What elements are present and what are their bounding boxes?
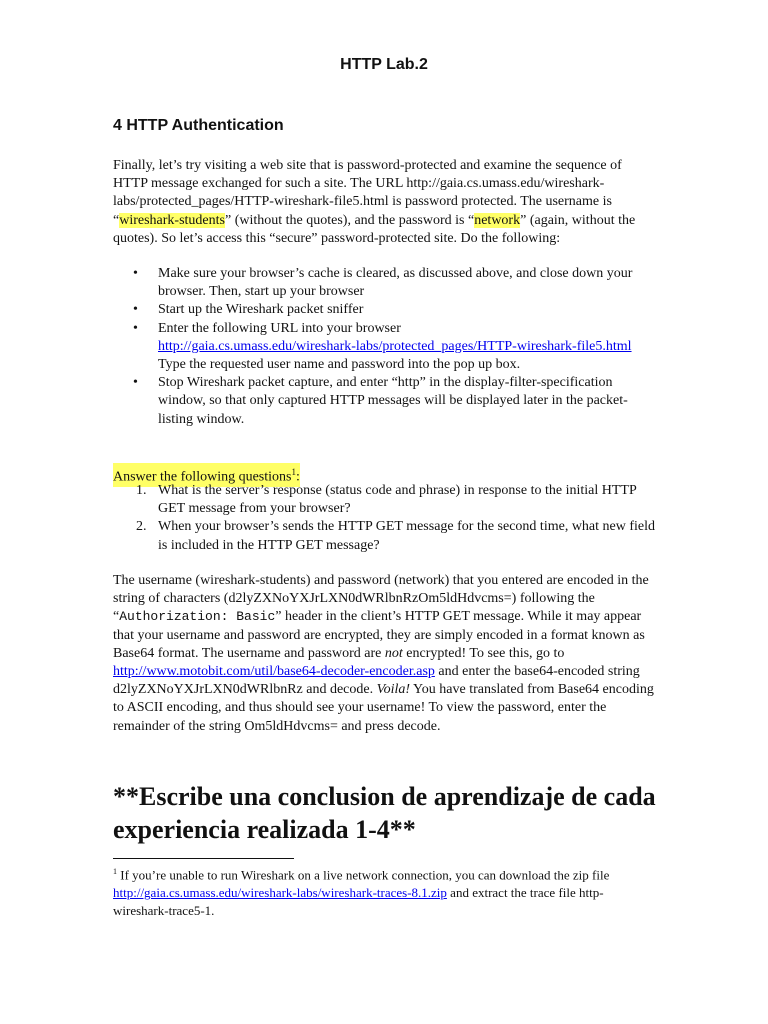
bullet-icon: • [133,302,138,318]
question-text: When your browser’s sends the HTTP GET message for the second time, what new field is included in the HTTP GET message? [158,519,656,553]
explain-text-4: and enter the base64-encoded string d2lyZXNoYXJrLXN0dWRlbnRz and decode. [113,664,640,698]
emphasis-not: not [384,645,403,661]
footnote-reference[interactable]: 1 [291,467,296,477]
intro-text-1: Finally, let’s try visiting a web site that is password-protected and examine the sequence of HTTP message exchanged for such a site. The URL http://gaia.cs.umass.edu/wireshark-labs/protected_pages/HTTP-wireshark-file5.html is password protected. The username is “ [113,158,622,228]
footnote-text-2: and extract the trace file http-wireshark-trace5-1. [113,885,604,919]
base64-decoder-link[interactable]: http://www.motobit.com/util/base64-decoder-encoder.asp [113,664,435,680]
list-item [113,374,658,429]
list-item [113,301,658,319]
intro-paragraph [113,157,658,248]
question-text: What is the server’s response (status code and phrase) in response to the initial HTTP GET message from your browser? [158,483,637,517]
emphasis-voila: Voila! [376,682,411,698]
step-text: Start up the Wireshark packet sniffer [158,302,364,318]
step-text-after: Type the requested user name and password into the pop up box. [158,357,521,373]
questions-label-end: : [295,469,300,485]
protected-page-link[interactable]: http://gaia.cs.umass.edu/wireshark-labs/protected_pages/HTTP-wireshark-file5.html [158,338,632,354]
explanation-paragraph [113,572,658,736]
list-item [113,518,658,554]
footnote-text-1: If you’re unable to run Wireshark on a live network connection, you can download the zip file [117,867,610,883]
bullet-icon: • [133,266,138,281]
document-title: HTTP Lab.2 [340,56,428,73]
intro-text-3: ” (again, without the quotes). So let’s access this “secure” password-protected site. Do the following: [113,212,636,246]
step-text: Enter the following URL into your browser [158,320,401,336]
explain-text-2: ” header in the client’s HTTP GET message. While it may appear that your username and password are encrypted, they are simply encoded in a format known as Base64 format. The username and password are [113,609,645,661]
wireshark-traces-link[interactable]: http://gaia.cs.umass.edu/wireshark-labs/wireshark-traces-8.1.zip [113,885,447,901]
intro-text-2: ” (without the quotes), and the password is “ [224,212,475,228]
footnote [113,863,658,920]
question-number: 2. [136,519,147,535]
explain-text-5: You have translated from Base64 encoding to ASCII encoding, and thus should see your username! To view the password, enter the remainder of the string Om5ldHdvcms= and press decode. [113,682,654,734]
bullet-icon: • [133,375,138,391]
conclusion-heading: **Escribe una conclusion de aprendizaje de cada experiencia realizada 1-4** [113,782,656,844]
step-text: Make sure your browser’s cache is cleared, as discussed above, and close down your browser. Then, start up your browser [158,266,633,300]
password-highlight: network [474,212,521,228]
footnote-divider [113,858,294,859]
explain-text-3: encrypted! To see this, go to [402,645,565,661]
questions-list [113,482,658,555]
list-item [113,265,658,301]
explain-text-1: The username (wireshark-students) and password (network) that you entered are encoded in the string of characters (d2lyZXNoYXJrLXN0dWRlbnRzOm5ldHdvcms=) following the “ [113,573,649,625]
questions-label-text: Answer the following questions [113,469,292,485]
step-text: Stop Wireshark packet capture, and enter “http” in the display-filter-specification window, so that only captured HTTP messages will be displayed later in the packet-listing window. [158,375,628,427]
section-heading: 4 HTTP Authentication [113,117,284,134]
list-item [113,482,658,518]
steps-list [113,265,658,429]
bullet-icon: • [133,320,138,336]
username-highlight: wireshark-students [119,212,225,228]
auth-header-code: Authorization: Basic [119,609,276,625]
footnote-mark: 1 [113,867,117,876]
list-item [113,320,658,375]
question-number: 1. [136,483,147,498]
